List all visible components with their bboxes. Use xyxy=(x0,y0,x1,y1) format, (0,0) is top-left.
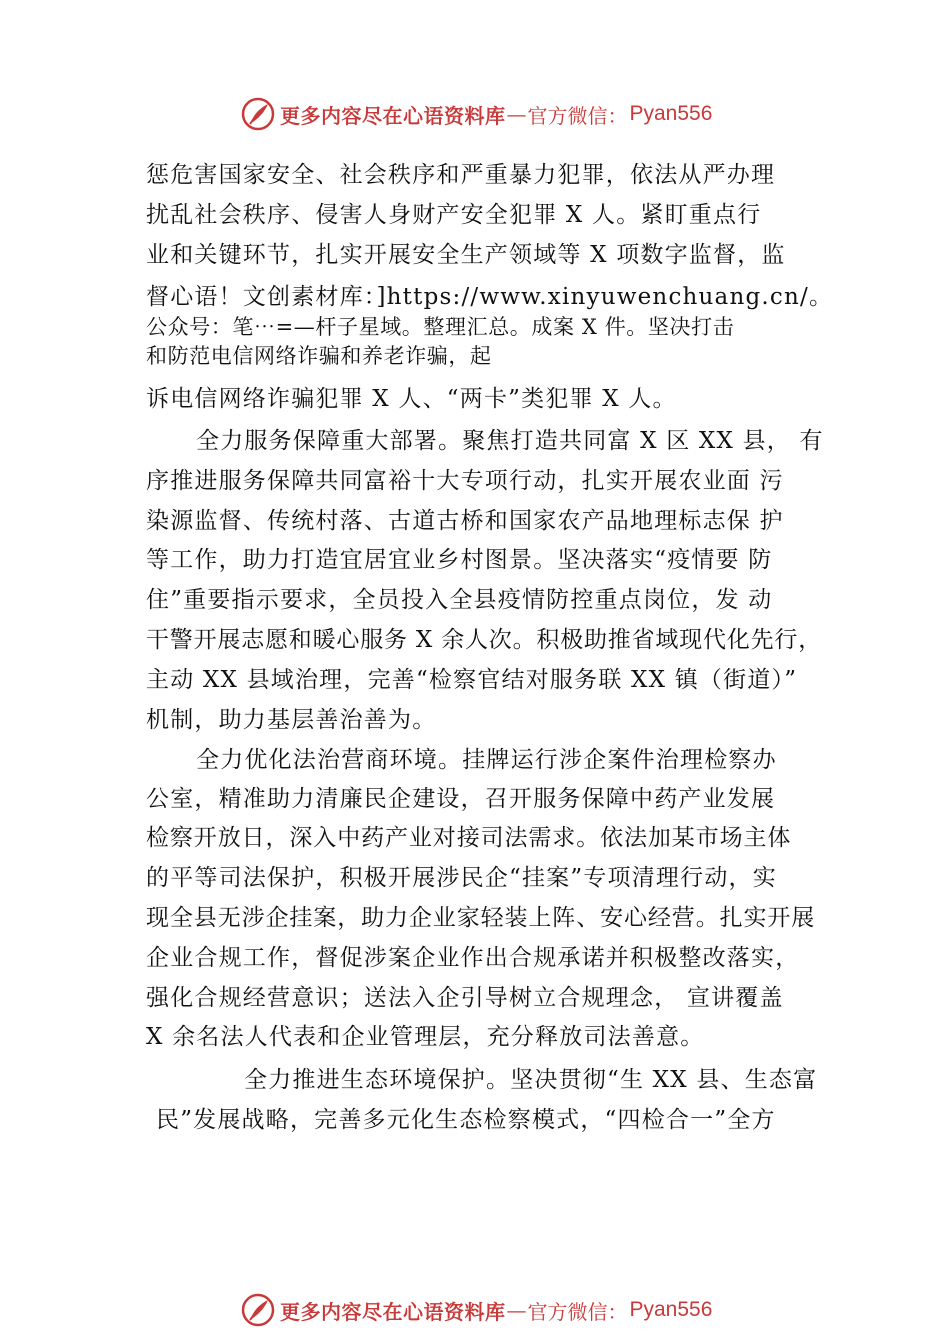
text-line: 染源监督、传统村落、古道古桥和国家农产品地理标志保 护 xyxy=(146,508,784,534)
text-line: 主动 XX 县域治理，完善“检察官结对服务联 XX 镇（街道）” xyxy=(146,667,798,693)
watermark-banner-top xyxy=(240,94,712,134)
watermark-text: 更多内容尽在心语资料库 xyxy=(280,103,506,128)
watermark-wechat-label: 官方微信： xyxy=(527,103,628,128)
text-line: 公众号：笔⋯=—杆子星域。整理汇总。成案 X 件。坚决打击 xyxy=(146,315,735,339)
paragraph-first-line: 全力推进生态环境保护。坚决贯彻“生 XX 县、生态富 xyxy=(244,1067,818,1093)
watermark-wechat-id: Pyan556 xyxy=(629,1298,713,1321)
watermark-banner-bottom xyxy=(240,1290,712,1330)
text-line: 序推进服务保障共同富裕十大专项行动，扎实开展农业面 污 xyxy=(146,468,784,494)
text-line: 等工作，助力打造宜居宜业乡村图景。坚决落实“疫情要 防 xyxy=(146,547,773,573)
paragraph-first-line: 全力优化法治营商环境。挂牌运行涉企案件治理检察办 xyxy=(196,747,777,773)
text-line: 扰乱社会秩序、侵害人身财产安全犯罪 X 人。紧盯重点行 xyxy=(146,202,762,228)
watermark-text: 更多内容尽在心语资料库 xyxy=(280,1299,506,1324)
text-line: 企业合规工作，督促涉案企业作出合规承诺并积极整改落实， xyxy=(146,945,800,971)
text-line: 督心语！文创素材库：]https://www.xinyuwenchuang.cn/。 xyxy=(146,284,834,310)
text-line: 住”重要指示要求，全员投入全县疫情防控重点岗位，发 动 xyxy=(146,587,773,613)
text-line: 检察开放日，深入中药产业对接司法需求。依法加某市场主体 xyxy=(146,825,792,851)
watermark-dash: — xyxy=(506,102,527,126)
text-line: 业和关键环节，扎实开展安全生产领域等 X 项数字监督，监 xyxy=(146,242,786,268)
text-line: 干警开展志愿和暖心服务 X 余人次。积极助推省域现代化先行， xyxy=(146,627,822,653)
text-line: 公室，精准助力清廉民企建设，召开服务保障中药产业发展 xyxy=(146,786,776,812)
text-line: 诉电信网络诈骗犯罪 X 人、“两卡”类犯罪 X 人。 xyxy=(146,386,677,412)
watermark-wechat-id: Pyan556 xyxy=(629,102,713,125)
text-line: 机制，助力基层善治善为。 xyxy=(146,707,437,733)
text-line: 和防范电信网络诈骗和养老诈骗，起 xyxy=(146,344,492,368)
text-line: 的平等司法保护，积极开展涉民企“挂案”专项清理行动，实 xyxy=(146,865,777,891)
paragraph-first-line: 全力服务保障重大部署。聚焦打造共同富 X 区 XX 县， 有 xyxy=(196,428,824,454)
text-line: 民”发展战略，完善多元化生态检察模式，“四检合一”全方 xyxy=(156,1107,776,1133)
quill-logo-icon xyxy=(240,96,276,132)
watermark-wechat-label: 官方微信： xyxy=(527,1299,628,1324)
text-line: 现全县无涉企挂案，助力企业家轻装上阵、安心经营。扎实开展 xyxy=(146,905,816,931)
quill-logo-icon xyxy=(240,1292,276,1328)
text-line: 惩危害国家安全、社会秩序和严重暴力犯罪，依法从严办理 xyxy=(146,162,776,188)
text-line: X 余名法人代表和企业管理层，充分释放司法善意。 xyxy=(146,1024,705,1050)
watermark-dash: — xyxy=(506,1298,527,1322)
text-line: 强化合规经营意识；送法入企引导树立合规理念， 宣讲覆盖 xyxy=(146,985,784,1011)
